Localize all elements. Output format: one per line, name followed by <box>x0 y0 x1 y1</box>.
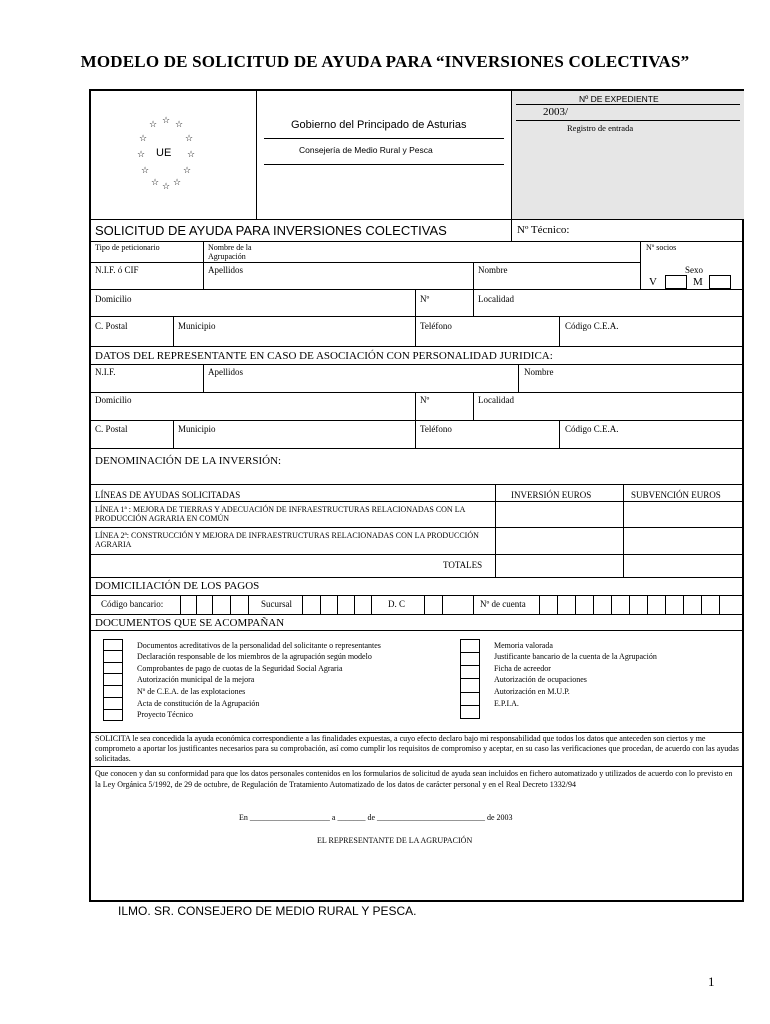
representante-heading: DATOS DEL REPRESENTANTE EN CASO DE ASOCIACIÓN CON PERSONALIDAD JURIDICA: <box>95 350 553 362</box>
numero-cuenta-label: Nº de cuenta <box>480 599 526 609</box>
denominacion-label: DENOMINACIÓN DE LA INVERSIÓN: <box>95 455 282 467</box>
doc-left-item: Comprobantes de pago de cuotas de la Seguridad Social Agraria <box>137 664 343 673</box>
page-number: 1 <box>708 974 715 989</box>
telefono-label: Teléfono <box>420 321 452 331</box>
rep-codigo-postal-label: C. Postal <box>95 424 128 434</box>
codigo-cea-label: Código C.E.A. <box>565 321 619 331</box>
svg-text:☆: ☆ <box>161 182 171 192</box>
doc-left-item: Proyecto Técnico <box>137 710 194 719</box>
nombre-label: Nombre <box>478 265 508 275</box>
svg-text:☆: ☆ <box>140 166 150 176</box>
svg-text:☆: ☆ <box>148 120 158 130</box>
doc-left-item: Acta de constitución de la Agrupación <box>137 699 260 708</box>
svg-text:☆: ☆ <box>150 178 160 188</box>
firma-representante-label: EL REPRESENTANTE DE LA AGRUPACIÓN <box>317 836 473 845</box>
inversion-header: INVERSIÓN EUROS <box>511 490 592 500</box>
lugar-fecha-line[interactable]: En ____________________ a _______ de ___________________________ de 2003 <box>239 813 513 822</box>
doc-left-item: Autorización municipal de la mejora <box>137 675 255 684</box>
subvencion-header: SUBVENCIÓN EUROS <box>631 490 721 500</box>
tecnico-label: Nº Técnico: <box>517 224 570 236</box>
doc-right-item: E.P.I.A. <box>494 699 519 708</box>
svg-text:☆: ☆ <box>136 150 146 160</box>
solicitud-heading: SOLICITUD DE AYUDA PARA INVERSIONES COLECTIVAS <box>95 223 447 238</box>
sexo-v-checkbox[interactable] <box>665 275 687 289</box>
sexo-m-checkbox[interactable] <box>709 275 731 289</box>
nombre-agrupacion-label: Nombre de la Agrupación <box>208 243 252 261</box>
codigo-postal-label: C. Postal <box>95 321 128 331</box>
rep-codigo-cea-label: Código C.E.A. <box>565 424 619 434</box>
rep-nif-label: N.I.F. <box>95 367 116 377</box>
eu-stars-logo <box>121 111 211 201</box>
expediente-label: Nº DE EXPEDIENTE <box>579 94 659 104</box>
doc-left-item: Declaración responsable de los miembros de la agrupación según modelo <box>137 652 372 661</box>
sucursal-label: Sucursal <box>261 599 292 609</box>
solicita-text: SOLICITA le sea concedida la ayuda económica correspondiente a las finalidades expuestas, a cuyo efecto declaro bajo mi responsabilidad que todos los datos que anteceden son ciertos y me comprometo a aportar los justificantes necesarios para su comprobación, así como cumplir los requisitos de compromiso y aceptar, en su caso las verificaciones que procedan, de acuerdo con las ayudas solicitadas. <box>95 734 739 763</box>
registro-entrada-label: Registro de entrada <box>567 123 634 133</box>
documentos-right-checkboxes[interactable] <box>460 639 480 719</box>
socios-label: Nº socios <box>646 243 677 252</box>
linea-1-text: LÍNEA 1ª : MEJORA DE TIERRAS Y ADECUACIÓN DE INFRAESTRUCTURAS RELACIONADAS CON LA PRODUCCIÓN AGRARIA EN COMÚN <box>95 505 465 523</box>
municipio-label: Municipio <box>178 321 216 331</box>
doc-left-item: Documentos acreditativos de la personalidad del solicitante o representantes <box>137 641 381 650</box>
sexo-label: Sexo <box>685 265 703 275</box>
lineas-heading: LÍNEAS DE AYUDAS SOLICITADAS <box>95 490 241 500</box>
government-name: Gobierno del Principado de Asturias <box>291 119 467 131</box>
expediente-value: 2003/ <box>543 106 569 118</box>
apellidos-label: Apellidos <box>208 265 243 275</box>
eu-logo-text: UE <box>156 147 172 159</box>
doc-right-item: Memoria valorada <box>494 641 553 650</box>
svg-text:☆: ☆ <box>138 134 148 144</box>
sexo-m-label: M <box>693 276 703 288</box>
application-form <box>89 89 744 902</box>
doc-right-item: Autorización de ocupaciones <box>494 675 587 684</box>
svg-text:☆: ☆ <box>161 116 171 126</box>
domicilio-label: Domicilio <box>95 294 132 304</box>
doc-right-item: Justificante bancario de la cuenta de la Agrupación <box>494 652 657 661</box>
consejeria-name: Consejería de Medio Rural y Pesca <box>299 145 433 155</box>
rep-domicilio-label: Domicilio <box>95 395 132 405</box>
doc-left-item: Nº de C.E.A. de las explotaciones <box>137 687 246 696</box>
destinatario-footer: ILMO. SR. CONSEJERO DE MEDIO RURAL Y PESCA. <box>118 904 417 918</box>
totales-label: TOTALES <box>443 560 483 570</box>
rep-localidad-label: Localidad <box>478 395 514 405</box>
rep-nombre-label: Nombre <box>524 367 554 377</box>
sexo-v-label: V <box>649 276 657 288</box>
codigo-bancario-label: Código bancario: <box>101 599 164 609</box>
svg-text:☆: ☆ <box>174 120 184 130</box>
svg-text:☆: ☆ <box>184 134 194 144</box>
tipo-peticionario-label: Tipo de peticionario <box>95 243 160 252</box>
dc-label: D. C <box>388 599 406 609</box>
svg-text:☆: ☆ <box>186 150 196 160</box>
rep-numero-label: Nº <box>420 395 430 405</box>
domiciliacion-heading: DOMICILIACIÓN DE LOS PAGOS <box>95 580 260 592</box>
rep-apellidos-label: Apellidos <box>208 367 243 377</box>
svg-text:☆: ☆ <box>182 166 192 176</box>
conformidad-text: Que conocen y dan su conformidad para que los datos personales contenidos en los formularios de solicitud de ayuda sean incluidos en fichero automatizado y utilizados de acuerdo con lo previsto en la Ley Orgánica 5/1992, de 29 de octubre, de Regulación de Tratamiento Automatizado de los datos de carácter personal y en el Real Decreto 1332/94 <box>95 769 733 789</box>
doc-right-item: Ficha de acreedor <box>494 664 551 673</box>
localidad-label: Localidad <box>478 294 514 304</box>
nif-cif-label: N.I.F. ó CIF <box>95 265 139 275</box>
svg-text:☆: ☆ <box>172 178 182 188</box>
documentos-heading: DOCUMENTOS QUE SE ACOMPAÑAN <box>95 617 285 629</box>
document-title: MODELO DE SOLICITUD DE AYUDA PARA “INVERSIONES COLECTIVAS” <box>80 52 690 71</box>
rep-telefono-label: Teléfono <box>420 424 452 434</box>
linea-2-text: LÍNEA 2ª: CONSTRUCCIÓN Y MEJORA DE INFRAESTRUCTURAS RELACIONADAS CON LA PRODUCCIÓN AGRARIA <box>95 531 479 549</box>
rep-municipio-label: Municipio <box>178 424 216 434</box>
numero-label: Nº <box>420 294 430 304</box>
doc-right-item: Autorización en M.U.P. <box>494 687 570 696</box>
